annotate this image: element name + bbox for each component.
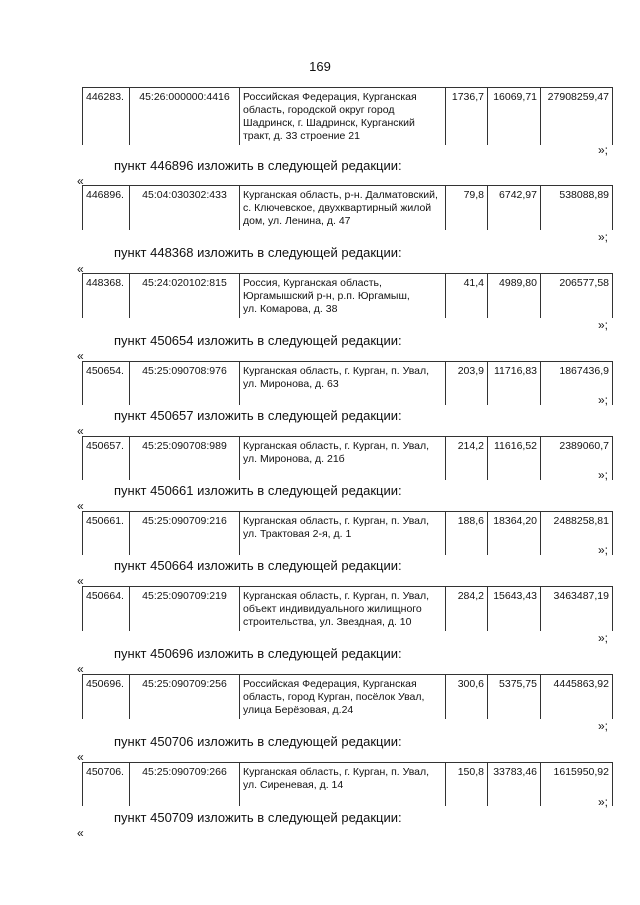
cadastral-number: 45:25:090709:266 [130,763,240,807]
table-row [83,763,613,807]
amendment-instruction: пункт 450661 изложить в следующей редакции: [114,483,402,498]
row-number: 450706. [83,763,130,807]
table-row [83,512,613,556]
property-table [82,273,613,318]
row-number: 450696. [83,675,130,720]
table-row [83,437,613,481]
cadastral-value: 2389060,7 [541,437,613,481]
row-number: 450657. [83,437,130,481]
amendment-instruction: пункт 450664 изложить в следующей редакции: [114,558,402,573]
cadastral-value: 2488258,81 [541,512,613,556]
row-number: 448368. [83,274,130,319]
cadastral-value: 206577,58 [541,274,613,319]
close-quote: »; [598,719,609,733]
table-row [83,675,613,720]
open-quote: « [77,424,84,438]
rate: 15643,43 [488,587,541,632]
row-number: 446283. [83,88,130,146]
cadastral-value: 1615950,92 [541,763,613,807]
address: Курганская область, р-н. Далматовский, с. Ключевское, двухквартирный жилой дом, ул. Ленина, д. 47 [240,186,446,231]
cadastral-number: 45:24:020102:815 [130,274,240,319]
open-quote: « [77,349,84,363]
cadastral-number: 45:25:090708:989 [130,437,240,481]
open-quote: « [77,262,84,276]
rate: 6742,97 [488,186,541,231]
open-quote: « [77,174,84,188]
close-quote: »; [598,543,609,557]
rate: 18364,20 [488,512,541,556]
area: 300,6 [446,675,488,720]
row-number: 450664. [83,587,130,632]
cadastral-number: 45:25:090708:976 [130,362,240,406]
property-table [82,762,613,806]
amendment-instruction: пункт 450657 изложить в следующей редакции: [114,408,402,423]
cadastral-value: 1867436,9 [541,362,613,406]
page-number: 169 [309,59,331,74]
rate: 11716,83 [488,362,541,406]
row-number: 446896. [83,186,130,231]
area: 188,6 [446,512,488,556]
address: Россия, Курганская область, Юргамышский р-н, р.п. Юргамыш, ул. Комарова, д. 38 [240,274,446,319]
table-row [83,362,613,406]
address: Российская Федерация, Курганская область, городской округ город Шадринск, г. Шадринск, Курганский тракт, д. 33 строение 21 [240,88,446,146]
area: 284,2 [446,587,488,632]
property-table [82,586,613,631]
rate: 11616,52 [488,437,541,481]
amendment-instruction: пункт 450706 изложить в следующей редакции: [114,734,402,749]
amendment-instruction: пункт 450696 изложить в следующей редакции: [114,646,402,661]
area: 79,8 [446,186,488,231]
address: Курганская область, г. Курган, п. Увал, ул. Трактовая 2-я, д. 1 [240,512,446,556]
rate: 33783,46 [488,763,541,807]
table-row [83,88,613,146]
amendment-instruction: пункт 448368 изложить в следующей редакции: [114,245,402,260]
amendment-instruction: пункт 446896 изложить в следующей редакции: [114,158,402,173]
table-row [83,274,613,319]
open-quote: « [77,750,84,764]
area: 203,9 [446,362,488,406]
close-quote: »; [598,230,609,244]
property-table [82,185,613,230]
close-quote: »; [598,393,609,407]
cadastral-value: 3463487,19 [541,587,613,632]
area: 41,4 [446,274,488,319]
rate: 16069,71 [488,88,541,146]
open-quote: « [77,826,84,840]
open-quote: « [77,662,84,676]
address: Курганская область, г. Курган, п. Увал, ул. Миронова, д. 21б [240,437,446,481]
property-table [82,87,613,145]
cadastral-value: 538088,89 [541,186,613,231]
cadastral-number: 45:04:030302:433 [130,186,240,231]
row-number: 450654. [83,362,130,406]
rate: 4989,80 [488,274,541,319]
property-table [82,436,613,480]
open-quote: « [77,499,84,513]
area: 214,2 [446,437,488,481]
close-quote: »; [598,468,609,482]
property-table [82,674,613,719]
close-quote: »; [598,143,609,157]
table-row [83,186,613,231]
amendment-instruction: пункт 450709 изложить в следующей редакции: [114,810,402,825]
address: Курганская область, г. Курган, п. Увал, ул. Сиреневая, д. 14 [240,763,446,807]
close-quote: »; [598,318,609,332]
cadastral-number: 45:26:000000:4416 [130,88,240,146]
area: 1736,7 [446,88,488,146]
address: Курганская область, г. Курган, п. Увал, ул. Миронова, д. 63 [240,362,446,406]
cadastral-number: 45:25:090709:216 [130,512,240,556]
address: Российская Федерация, Курганская область, город Курган, посёлок Увал, улица Берёзовая, д.24 [240,675,446,720]
cadastral-value: 4445863,92 [541,675,613,720]
area: 150,8 [446,763,488,807]
address: Курганская область, г. Курган, п. Увал, объект индивидуального жилищного строительства, ул. Звездная, д. 10 [240,587,446,632]
cadastral-number: 45:25:090709:256 [130,675,240,720]
cadastral-value: 27908259,47 [541,88,613,146]
property-table [82,361,613,405]
amendment-instruction: пункт 450654 изложить в следующей редакции: [114,333,402,348]
open-quote: « [77,574,84,588]
cadastral-number: 45:25:090709:219 [130,587,240,632]
close-quote: »; [598,795,609,809]
close-quote: »; [598,631,609,645]
property-table [82,511,613,555]
row-number: 450661. [83,512,130,556]
table-row [83,587,613,632]
rate: 5375,75 [488,675,541,720]
